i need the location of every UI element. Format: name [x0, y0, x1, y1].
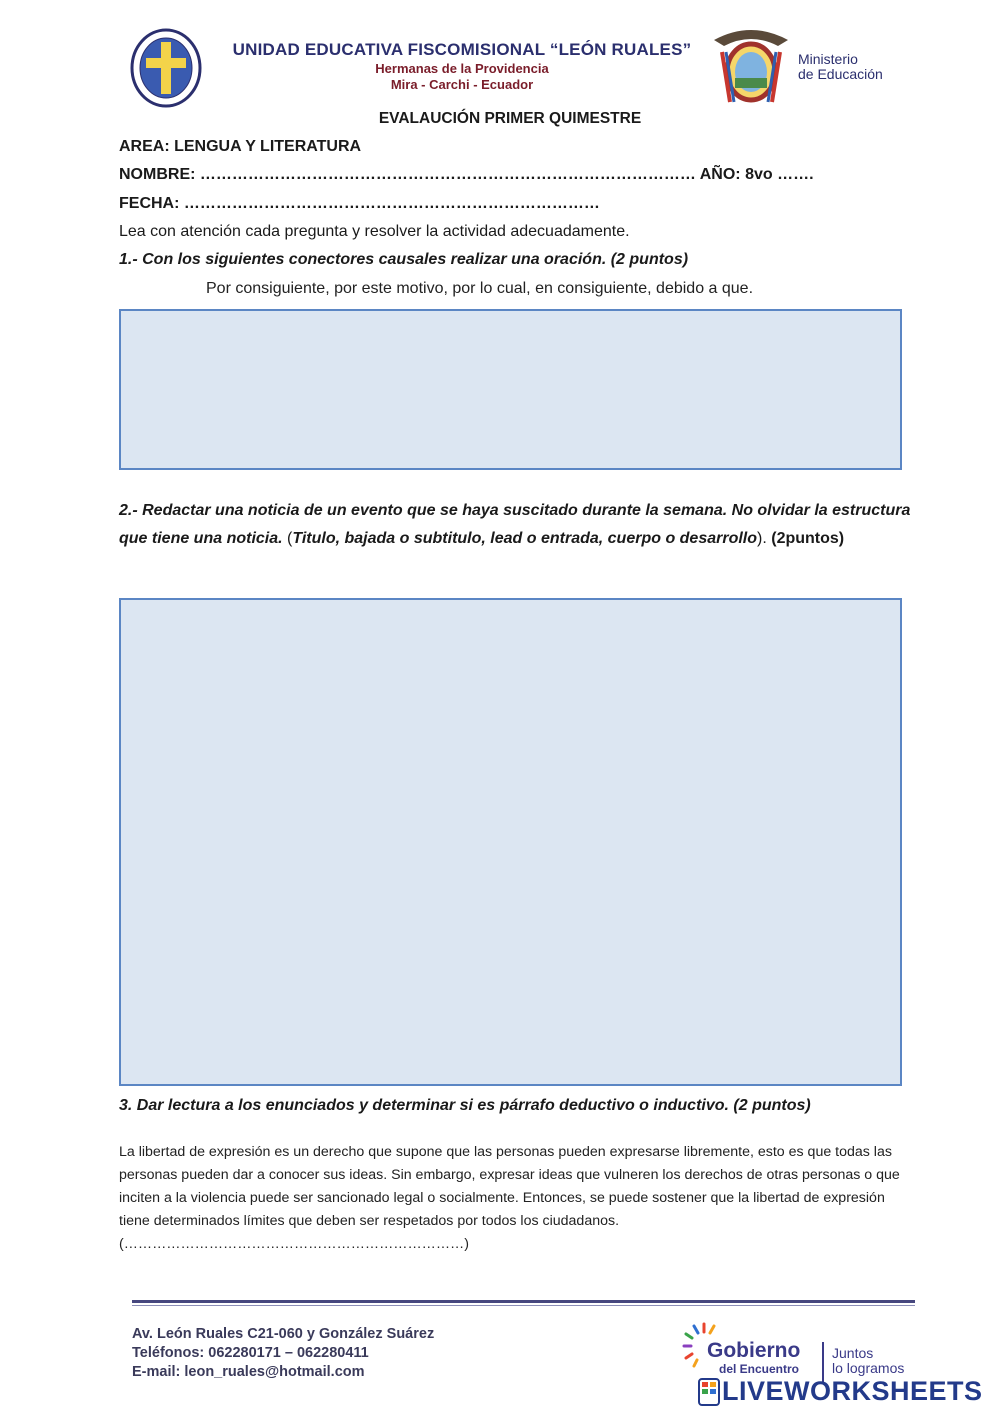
government-name: Gobierno [707, 1339, 801, 1362]
name-blank[interactable]: ………………………………………………………………………………… [199, 166, 696, 183]
question-3-prompt: 3. Dar lectura a los enunciados y determinar si es párrafo deductivo o inductivo. (2 puntos) [119, 1097, 811, 1114]
footer-divider [132, 1300, 915, 1303]
name-label: NOMBRE: [119, 166, 196, 183]
question-1-prompt: 1.- Con los siguientes conectores causales realizar una oración. (2 puntos) [119, 251, 689, 268]
ministry-line-2: de Educación [798, 66, 883, 82]
government-slogan-line-2: lo logramos [832, 1360, 905, 1376]
school-seal-logo [130, 28, 202, 108]
ministry-name [798, 52, 883, 82]
liveworksheets-watermark: LIVEWORKSHEETS [722, 1376, 983, 1406]
ministry-line-1: Ministerio [798, 51, 858, 67]
area-label: AREA: LENGUA Y LITERATURA [119, 138, 362, 155]
question-3-paragraph-text: La libertad de expresión es un derecho que supone que las personas pueden expresarse libremente, esto es que todas las personas pueden dar a conocer sus ideas. Sin embargo, expresar ideas que vulneren los derechos de otras personas o que inciten a la violencia puede ser sancionado legal o socialmente. Entonces, se puede sostener que la libertad de expresión tiene determinados límites que deben ser respetados por todos los ciudadanos. [119, 1144, 900, 1229]
question-2-prompt [119, 497, 919, 553]
question-2-answer-box[interactable] [119, 598, 902, 1086]
question-2-text: 2.- Redactar una noticia de un evento que se haya suscitado durante la semana. No olvidar la estructura que tiene una noticia. [119, 502, 911, 547]
question-2-paren-open: ( [282, 530, 293, 547]
question-2-structure: Titulo, bajada o subtitulo, lead o entrada, cuerpo o desarrollo [292, 530, 758, 547]
government-subname: del Encuentro [719, 1362, 800, 1376]
school-name: UNIDAD EDUCATIVA FISCOMISIONAL “LEÓN RUALES” [232, 40, 692, 59]
document-title: EVALAUCIÓN PRIMER QUIMESTRE [378, 110, 642, 127]
instructions-text: Lea con atención cada pregunta y resolver la actividad adecuadamente. [119, 223, 630, 240]
date-blank[interactable]: …………………………………………………………………… [183, 195, 600, 212]
congregation-name: Hermanas de la Providencia [375, 61, 549, 76]
government-logo-text [707, 1340, 800, 1376]
question-1-answer-box[interactable] [119, 309, 902, 470]
footer-phones: Teléfonos: 062280171 – 062280411 [132, 1345, 369, 1361]
name-field[interactable] [119, 166, 814, 184]
question-2-paren-close: ). [757, 530, 772, 547]
question-1-connectors: Por consiguiente, por este motivo, por lo cual, en consiguiente, debido a que. [206, 280, 754, 297]
footer-contact [132, 1325, 434, 1382]
question-3-answer-blank[interactable]: (………………………………………………………………) [119, 1236, 469, 1252]
date-label: FECHA: [119, 195, 180, 212]
date-field[interactable] [119, 195, 600, 213]
footer-address: Av. León Ruales C21-060 y González Suárez [132, 1326, 435, 1342]
liveworksheets-badge-icon [698, 1378, 720, 1406]
school-header-text [212, 40, 712, 92]
question-3-paragraph [119, 1141, 909, 1256]
footer-email: E-mail: leon_ruales@hotmail.com [132, 1364, 365, 1380]
government-slogan-line-1: Juntos [832, 1345, 874, 1361]
question-2-points: (2puntos) [771, 530, 845, 547]
footer-divider-thin [132, 1305, 915, 1306]
school-location: Mira - Carchi - Ecuador [390, 77, 534, 92]
government-slogan [832, 1346, 904, 1376]
ecuador-coat-of-arms-icon [708, 22, 794, 106]
year-label: AÑO: 8vo ……. [699, 166, 814, 183]
